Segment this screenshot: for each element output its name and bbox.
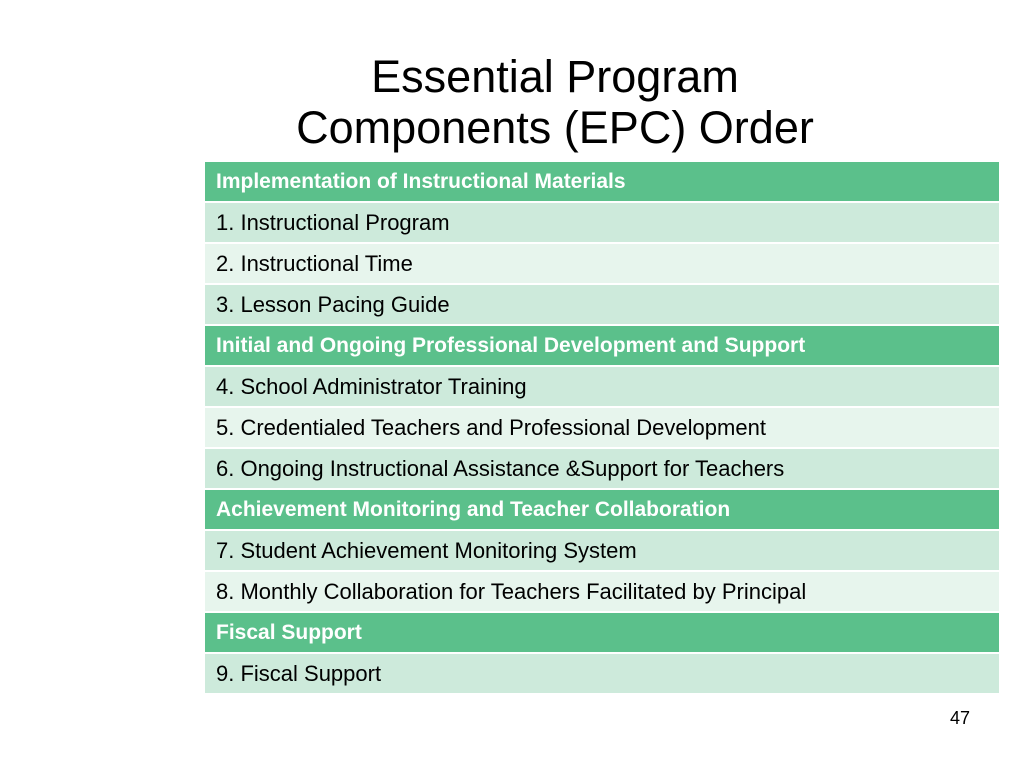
table-row: 4. School Administrator Training [205,367,999,406]
page-number: 47 [950,708,971,728]
table-section-header: Implementation of Instructional Materials [205,162,999,201]
table-row: 5. Credentialed Teachers and Professional Development [205,408,999,447]
table-row: 2. Instructional Time [205,244,999,283]
slide-title [0,51,1024,153]
table-row: 9. Fiscal Support [205,654,999,693]
table-row: 6. Ongoing Instructional Assistance &Support for Teachers [205,449,999,488]
table-section-header: Initial and Ongoing Professional Development and Support [205,326,999,365]
table-row: 3. Lesson Pacing Guide [205,285,999,324]
table-row: 1. Instructional Program [205,203,999,242]
slide-title-line-2: Components (EPC) Order [296,102,814,154]
slide-title-line-1: Essential Program [371,51,739,103]
table-row: 7. Student Achievement Monitoring System [205,531,999,570]
table-section-header: Fiscal Support [205,613,999,652]
table-section-header: Achievement Monitoring and Teacher Collaboration [205,490,999,529]
epc-order-table [205,162,999,695]
table-row: 8. Monthly Collaboration for Teachers Facilitated by Principal [205,572,999,611]
